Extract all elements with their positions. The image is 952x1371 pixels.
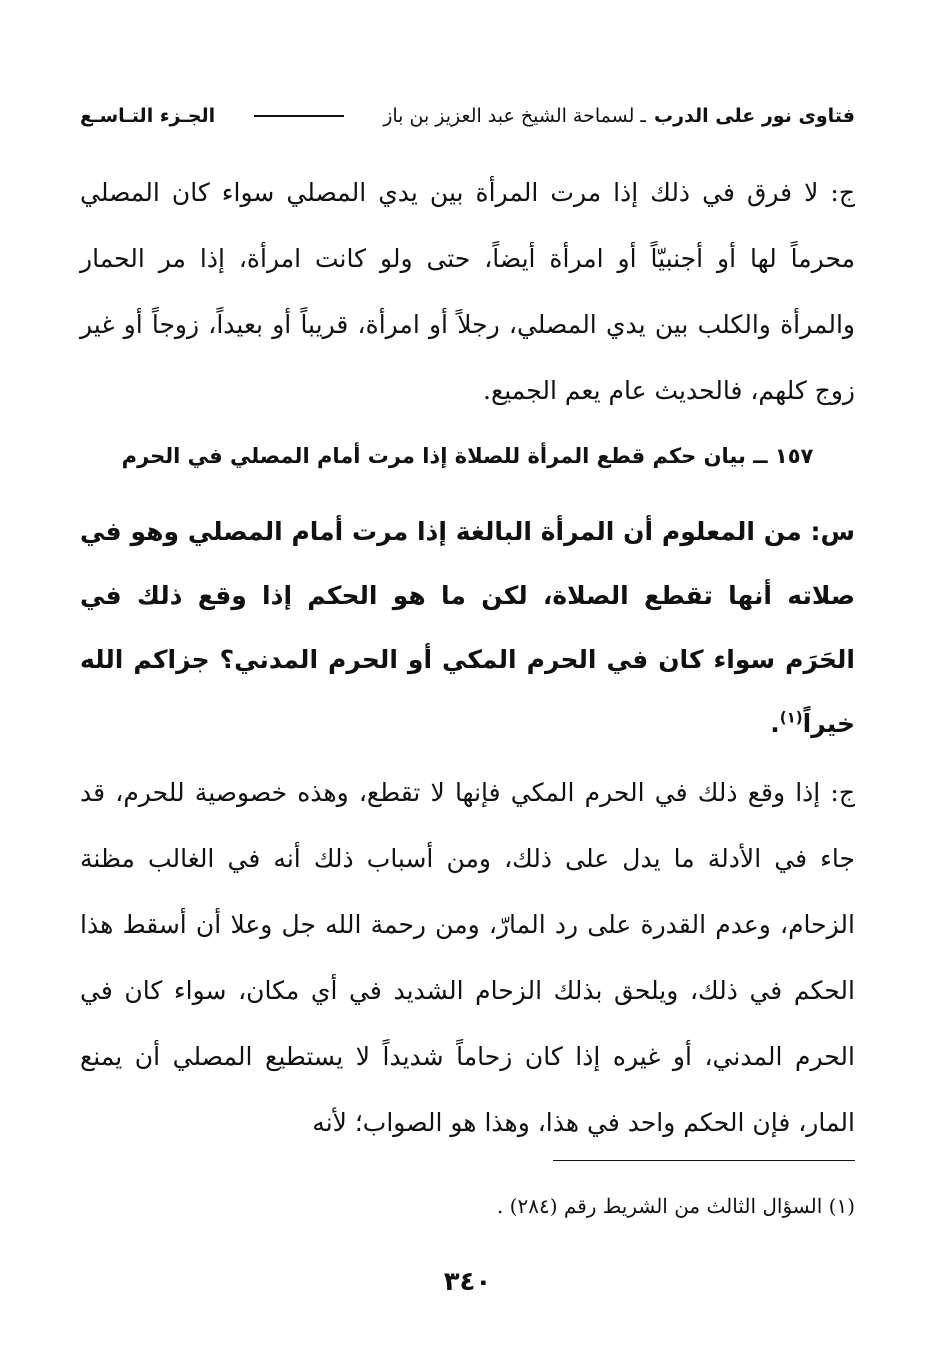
question-end-mark: . [770,709,780,738]
header-book-title: فتاوى نور على الدرب [654,105,855,127]
header-author: ـ لسماحة الشيخ عبد العزيز بن باز [383,105,646,127]
footnote-text: (١) السؤال الثالث من الشريط رقم (٢٨٤) . [496,1194,855,1218]
book-page [80,0,855,1371]
fatwa-heading: ١٥٧ ــ بيان حكم قطع المرأة للصلاة إذا مرت أمام المصلي في الحرم [121,444,814,468]
question-text: س: من المعلوم أن المرأة البالغة إذا مرت أمام المصلي وهو في صلاته أنها تقطع الصلاة، لكن ما هو الحكم إذا وقع ذلك في الحَرَم سواء كان في الحرم المكي أو الحرم المدني؟ جزاكم الله خيراً [80,517,855,738]
header-title-group [383,105,855,127]
footnote-reference: (١) [779,708,803,727]
running-header [80,96,855,136]
footnote-separator [553,1160,855,1161]
header-divider [254,115,344,117]
page-number: ٣٤٠ [443,1267,492,1297]
answer-paragraph-2: ج: إذا وقع ذلك في الحرم المكي فإنها لا تقطع، وهذه خصوصية للحرم، قد جاء في الأدلة ما يدل على ذلك، ومن أسباب ذلك أنه في الغالب مظنة الزحام، وعدم القدرة على رد المارّ، ومن رحمة الله جل وعلا أن أسقط هذا الحكم في ذلك، ويلحق بذلك الزحام الشديد في أي مكان، سواء كان في الحرم المدني، أو غيره إذا كان زحاماً شديداً لا يستطيع المصلي أن يمنع المار، فإن الحكم واحد في هذا، وهذا هو الصواب؛ لأنه [80,778,855,1137]
header-part-label: الجـزء التـاسـع [80,105,216,127]
answer-paragraph-1: ج: لا فرق في ذلك إذا مرت المرأة بين يدي المصلي سواء كان المصلي محرماً لها أو أجنبيّاً أو امرأة أيضاً، حتى ولو كانت امرأة، إذا مر الحمار والمرأة والكلب بين يدي المصلي، رجلاً أو امرأة، قريباً أو بعيداً، زوجاً أو غير زوج كلهم، فالحديث عام يعم الجميع. [80,178,855,405]
question-paragraph [80,500,855,756]
